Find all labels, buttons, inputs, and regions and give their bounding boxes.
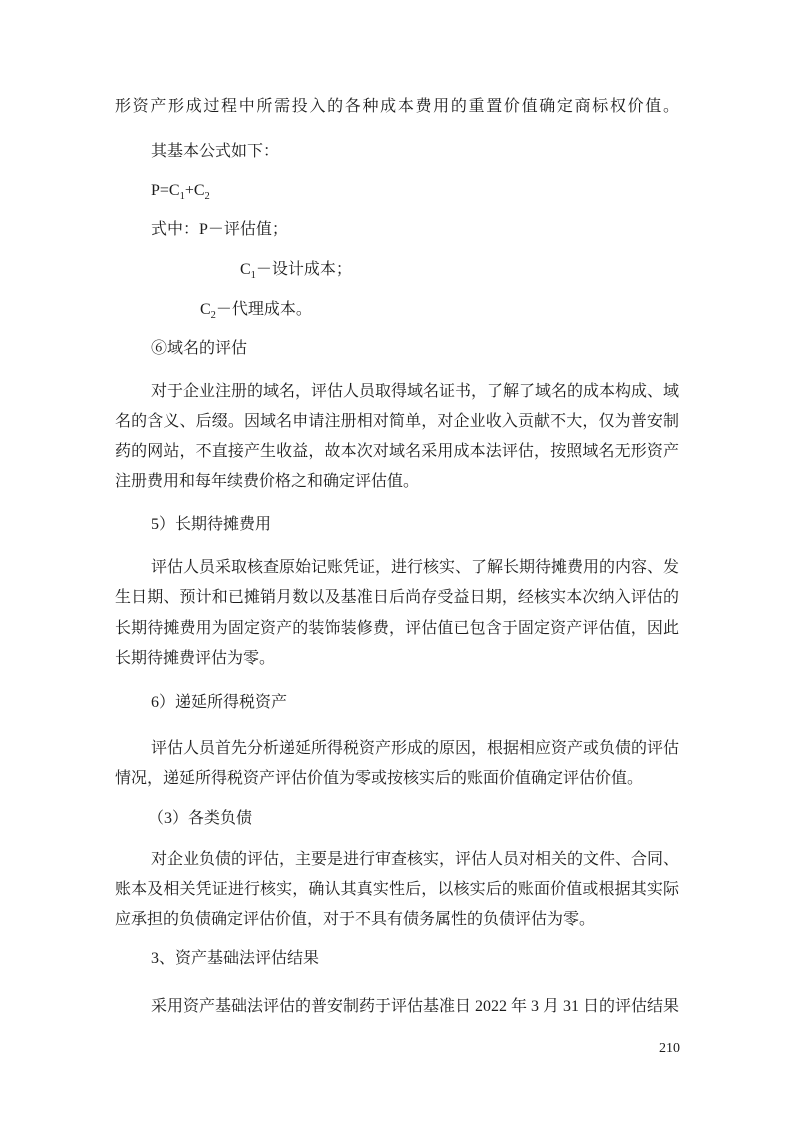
formula-line: [115, 176, 679, 206]
formula-subscript1: 1: [179, 191, 185, 203]
formula-base2: +C: [184, 182, 205, 199]
liabilities-paragraph-line: 对企业负债的评估，主要是进行审查核实，评估人员对相关的文件、合同、: [151, 851, 679, 868]
c1-subscript: 1: [250, 270, 256, 282]
formula-subscript2: 2: [204, 191, 210, 203]
domain-paragraph-line: 名的含义、后缀。因域名申请注册相对简单，对企业收入贡献不大，仅为普安制: [115, 413, 679, 430]
c1-description: －设计成本；: [255, 261, 352, 278]
c2-subscript: 2: [210, 310, 216, 322]
long-term-deferred-expense-paragraph-line: 生日期、预计和已摊销月数以及基准日后尚存受益日期，经核实本次纳入评估的: [115, 589, 679, 606]
long-term-deferred-expense-paragraph-line: 长期待摊费评估为零。: [115, 650, 276, 667]
page-number: 210: [659, 1041, 680, 1056]
domain-valuation-heading: ⑥域名的评估: [151, 340, 248, 357]
liabilities-paragraph-line: 应承担的负债确定评估价值，对于不具有债务属性的负债评估为零。: [115, 911, 596, 928]
formula-base1: P=C: [151, 182, 180, 199]
c1-definition-line: [115, 255, 679, 285]
c2-description: －代理成本。: [215, 301, 312, 318]
c2-definition-line: [115, 295, 679, 325]
liabilities-heading: （3）各类负债: [148, 810, 253, 827]
trademark-valuation-tail-line: 形资产形成过程中所需投入的各种成本费用的重置价值确定商标权价值。: [115, 98, 679, 115]
domain-paragraph-line: 对于企业注册的域名，评估人员取得域名证书，了解了域名的成本构成、域: [151, 383, 679, 400]
formula-where-line: 式中：P－评估值；: [151, 221, 288, 238]
long-term-deferred-expense-paragraph-line: 长期待摊费用为固定资产的装饰装修费，评估值已包含于固定资产评估值，因此: [115, 620, 679, 637]
long-term-deferred-expense-paragraph-line: 评估人员采取核查原始记账凭证，进行核实、了解长期待摊费用的内容、发: [151, 559, 679, 576]
domain-paragraph-line: 药的网站，不直接产生收益，故本次对域名采用成本法评估，按照域名无形资产: [115, 443, 679, 460]
formula-intro-line: 其基本公式如下：: [151, 143, 280, 160]
c2-symbol: C: [200, 301, 211, 318]
deferred-tax-asset-paragraph-line: 评估人员首先分析递延所得税资产形成的原因，根据相应资产或负债的评估: [151, 740, 679, 757]
deferred-tax-asset-paragraph-line: 情况，递延所得税资产评估价值为零或按核实后的账面价值确定评估价值。: [115, 770, 644, 787]
liabilities-paragraph-line: 账本及相关凭证进行核实，确认其真实性后，以核实后的账面价值或根据其实际: [115, 881, 679, 898]
long-term-deferred-expense-heading: 5）长期待摊费用: [151, 516, 272, 533]
asset-based-result-paragraph-line: 采用资产基础法评估的普安制药于评估基准日 2022 年 3 月 31 日的评估结果: [151, 998, 679, 1015]
deferred-tax-asset-heading: 6）递延所得税资产: [151, 694, 288, 711]
c1-symbol: C: [240, 261, 251, 278]
domain-paragraph-line: 注册费用和每年续费价格之和确定评估值。: [115, 473, 420, 490]
asset-based-result-heading: 3、资产基础法评估结果: [151, 950, 320, 967]
